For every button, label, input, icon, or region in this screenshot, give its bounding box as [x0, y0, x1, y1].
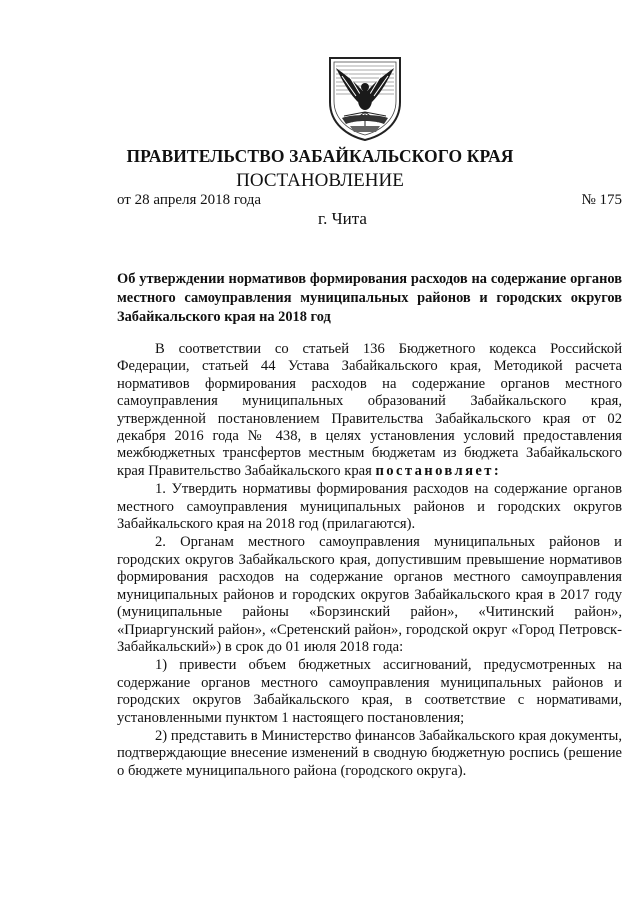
- paragraph-item-2: 2. Органам местного самоуправления муниципальных районов и городских округов Забайкальского края, допустившим превышение нормативов формирования расходов на содержание органов местного самоуправления муниципальных районов и городских округов Забайкальского края в 2017 году (муниципальные районы «Борзинский район», «Читинский район», «Приаргунский район», «Сретенский район», городской округ «Город Петровск-Забайкальский») в срок до 01 июля 2018 года:: [117, 534, 622, 655]
- paragraph-subitem-1: 1) привести объем бюджетных ассигнований, предусмотренных на содержание органов местного самоуправления муниципальных районов и городских округов Забайкальского края, в соответствие с нормативами, установленными пунктом 1 настоящего постановления;: [117, 657, 622, 726]
- government-title: ПРАВИТЕЛЬСТВО ЗАБАЙКАЛЬСКОГО КРАЯ: [126, 146, 514, 166]
- paragraph-item-1: 1. Утвердить нормативы формирования расходов на содержание органов местного самоуправления муниципальных районов и городских округов Забайкальского края на 2018 год (прилагаются).: [117, 481, 622, 533]
- document-subject: Об утверждении нормативов формирования расходов на содержание органов местного самоуправления муниципальных районов и городских округов Забайкальского края на 2018 год: [117, 271, 622, 325]
- zabaykalsky-krai-coat-of-arms-icon: [322, 54, 408, 142]
- document-date: от 28 апреля 2018 года: [117, 192, 262, 208]
- preamble-paragraph: [117, 341, 622, 480]
- document-number: № 175: [581, 192, 622, 208]
- paragraph-subitem-2: 2) представить в Министерство финансов Забайкальского края документы, подтверждающие внесение изменений в сводную бюджетную роспись (решение о бюджете муниципального района (городского округа).: [117, 727, 622, 779]
- preamble-text: В соответствии со статьей 136 Бюджетного кодекса Российской Федерации, статьей 44 Устава Забайкальского края, Методикой расчета нормативов формирования расходов на содержание органов местного самоуправления муниципальных образований Забайкальского края, утвержденной постановлением Правительства Забайкальского края от 02 декабря 2016 года № 438, в целях установления условий предоставления межбюджетных трансфертов местным бюджетам из бюджета Забайкальского края Правительство Забайкальского края: [117, 341, 622, 479]
- document-type-title: ПОСТАНОВЛЕНИЕ: [236, 170, 404, 191]
- document-city: г. Чита: [318, 209, 367, 228]
- resolves-word: постановляет:: [375, 462, 502, 479]
- document-body: [117, 341, 622, 780]
